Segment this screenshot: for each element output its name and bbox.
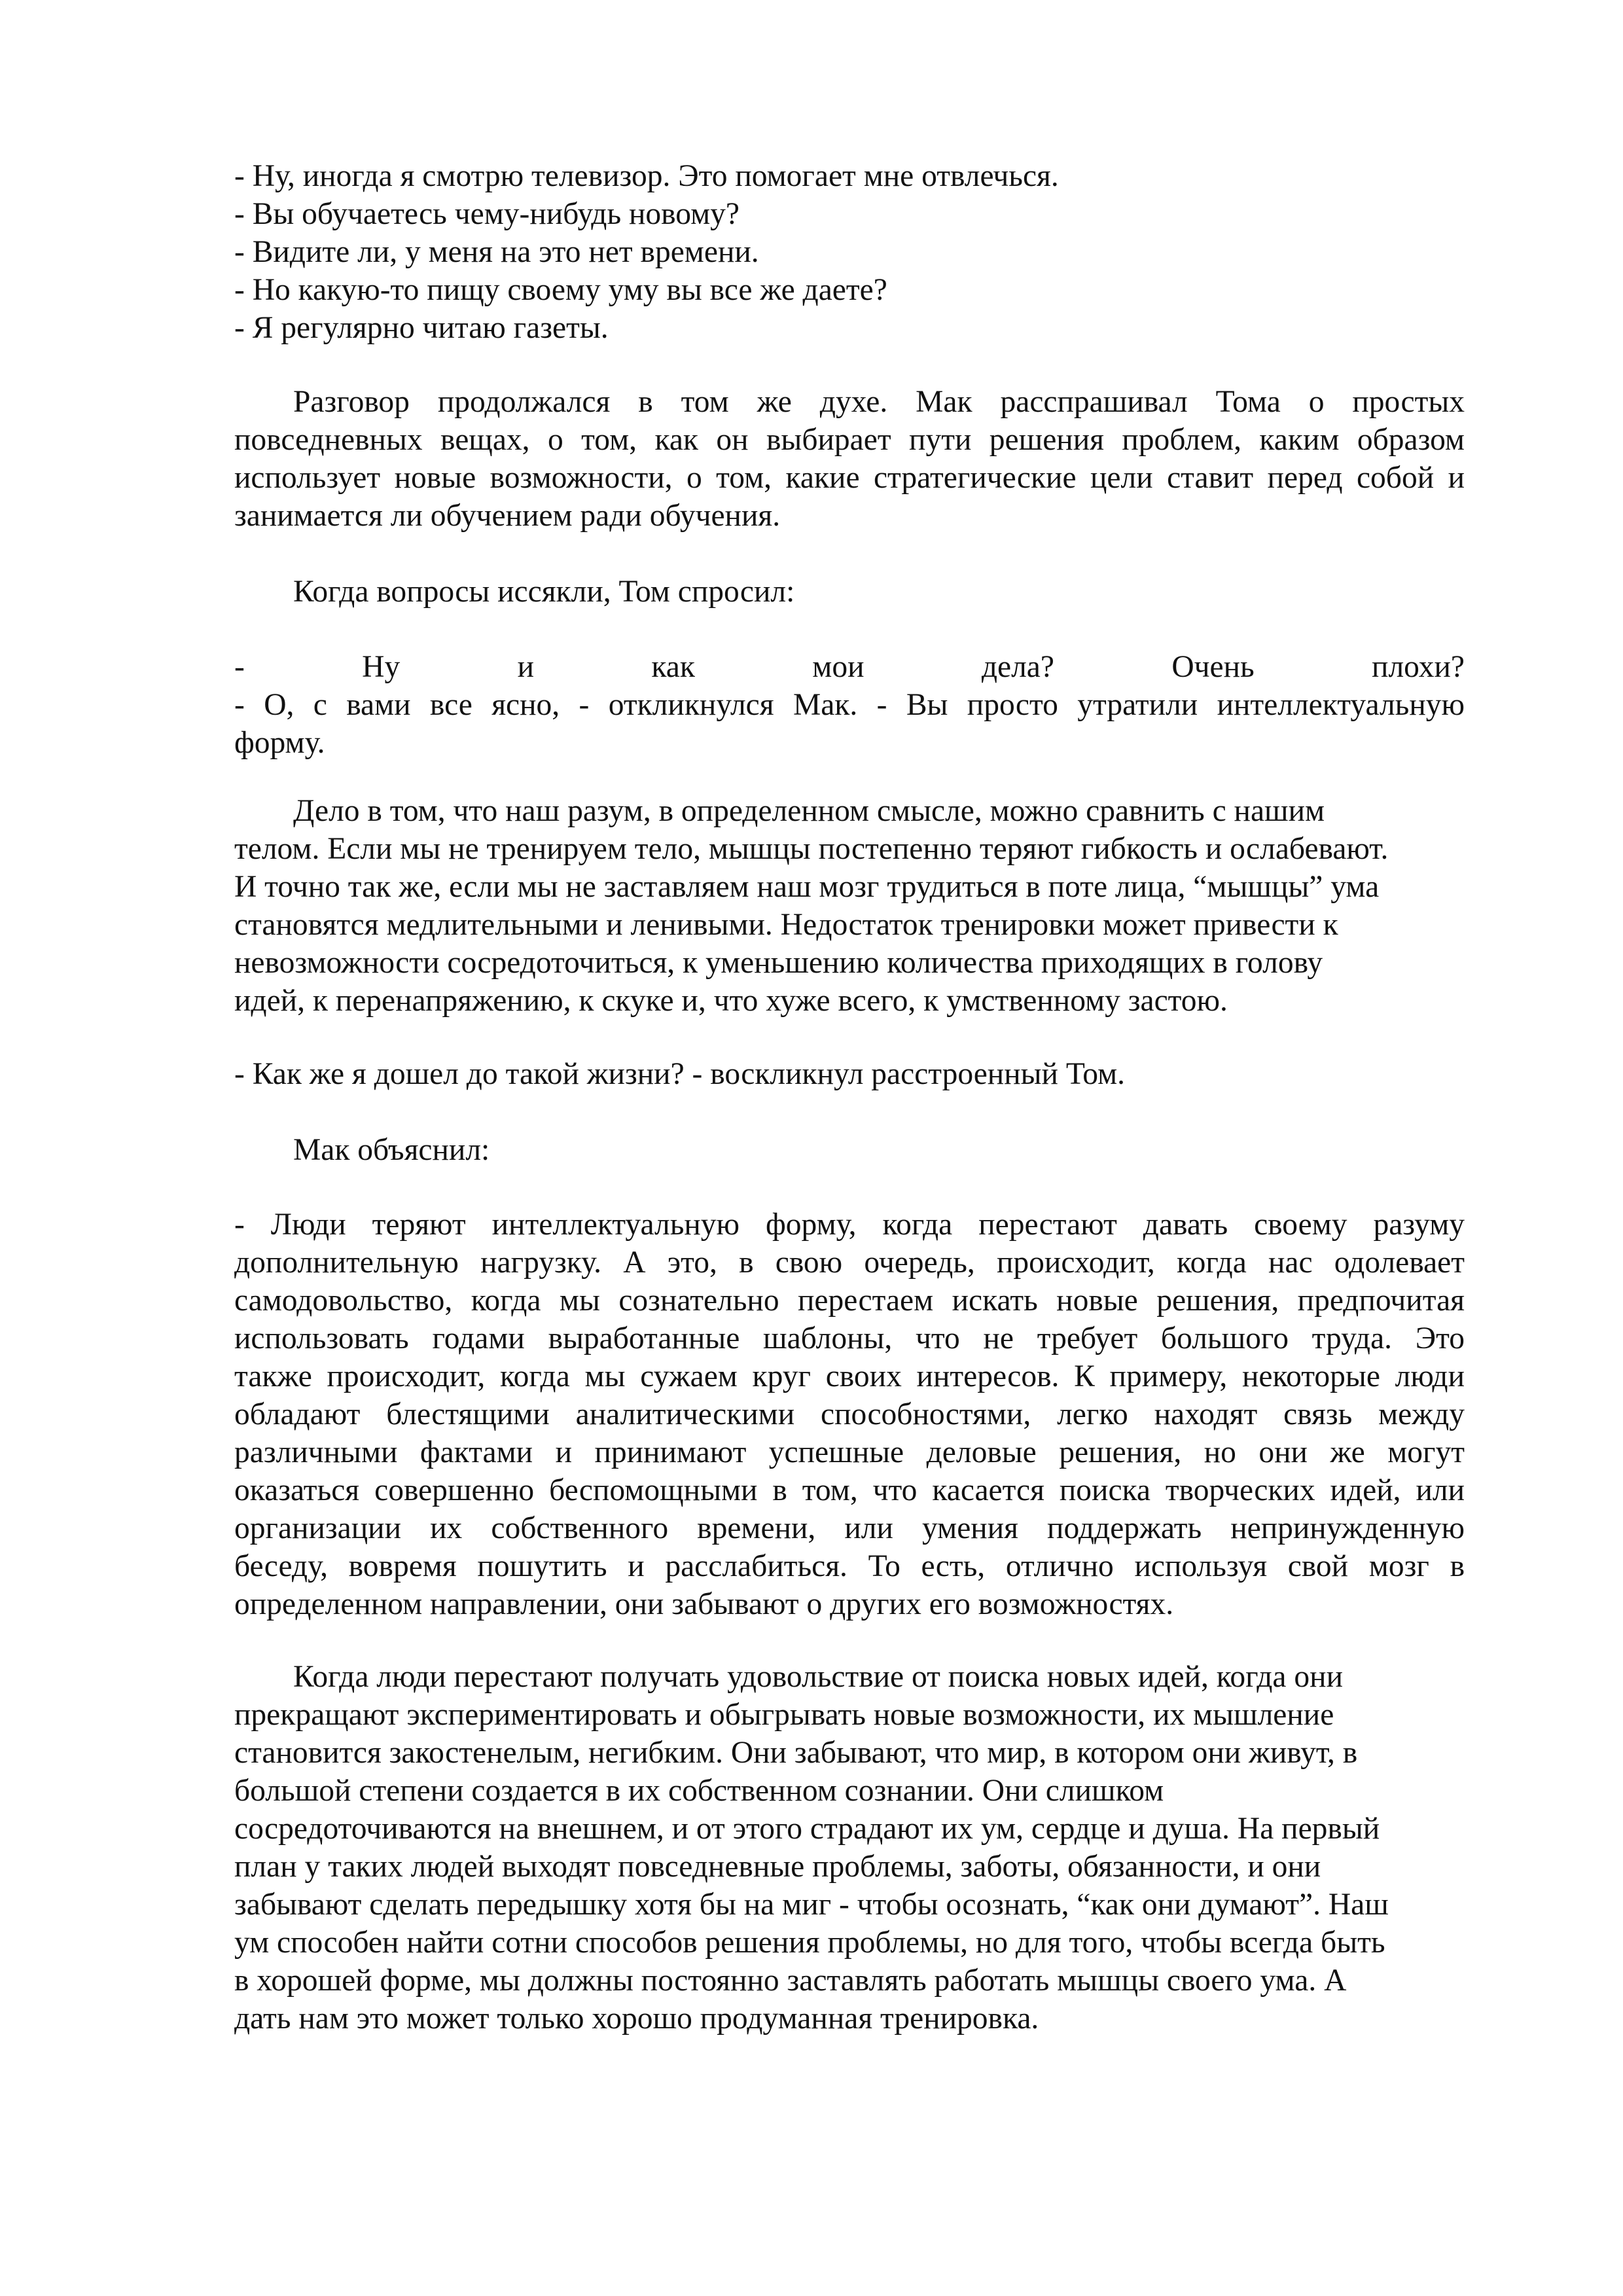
text-line: И точно так же, если мы не заставляем наш мозг трудиться в поте лица, “мышцы” ума [234, 870, 1380, 904]
text-line: организации их собственного времени, или умения поддержать непринужденную [234, 1511, 1465, 1545]
paragraph-conversation [234, 383, 1465, 535]
text-line: в хорошей форме, мы должны постоянно заставлять работать мышцы своего ума. А [234, 1964, 1347, 1998]
text-line: оказаться совершенно беспомощными в том, что касается поиска творческих идей, или [234, 1473, 1465, 1507]
text-line: становятся медлительными и ленивыми. Недостаток тренировки может привести к [234, 908, 1338, 942]
dialog-block-1 [234, 157, 1465, 347]
text-line: Дело в том, что наш разум, в определенном смысле, можно сравнить с нашим [293, 794, 1325, 828]
dialog-line: - Вы обучаетесь чему-нибудь новому? [234, 197, 740, 231]
dialog-line: - О, с вами все ясно, - откликнулся Мак. - Вы просто утратили интеллектуальную [234, 688, 1465, 722]
dialog-line: - Ну и как мои дела? Очень плохи? [234, 650, 1465, 684]
dialog-block-2 [234, 648, 1465, 762]
text-line: ум способен найти сотни способов решения проблемы, но для того, чтобы всегда быть [234, 1926, 1385, 1960]
text-line: дать нам это может только хорошо продуманная тренировка. [234, 2001, 1039, 2036]
text-line: обладают блестящими аналитическими способностями, легко находят связь между [234, 1397, 1465, 1431]
text-line: повседневных вещах, о том, как он выбирает пути решения проблем, каким образом [234, 423, 1465, 457]
paragraph-explanation [234, 1206, 1465, 1623]
dialog-line: - Ну, иногда я смотрю телевизор. Это помогает мне отвлечься. [234, 159, 1059, 193]
text-line: прекращают экспериментировать и обыгрывать новые возможности, их мышление [234, 1698, 1334, 1732]
paragraph-questions-ended [234, 573, 1465, 611]
dialog-line: форму. [234, 726, 325, 760]
text-line: Мак объяснил: [293, 1133, 490, 1167]
text-line: план у таких людей выходят повседневные проблемы, заботы, обязанности, и они [234, 1850, 1321, 1884]
text-line: использовать годами выработанные шаблоны, что не требует большого труда. Это [234, 1321, 1465, 1355]
text-line: различными фактами и принимают успешные деловые решения, но они же могут [234, 1435, 1465, 1469]
text-line: беседу, вовремя пошутить и расслабиться. То есть, отлично используя свой мозг в [234, 1549, 1465, 1583]
text-line: - Как же я дошел до такой жизни? - воскликнул расстроенный Том. [234, 1057, 1126, 1091]
text-line: Когда вопросы иссякли, Том спросил: [293, 575, 795, 609]
text-line: идей, к перенапряжению, к скуке и, что хуже всего, к умственному застою. [234, 984, 1228, 1018]
text-line: дополнительную нагрузку. А это, в свою очередь, происходит, когда нас одолевает [234, 1246, 1465, 1280]
text-line: забывают сделать передышку хотя бы на миг - чтобы осознать, “как они думают”. Наш [234, 1888, 1389, 1922]
text-line: сосредоточиваются на внешнем, и от этого страдают их ум, сердце и душа. На первый [234, 1812, 1380, 1846]
text-line: Когда люди перестают получать удовольствие от поиска новых идей, когда они [293, 1660, 1343, 1694]
paragraph-final [234, 1658, 1465, 2037]
paragraph-mind-body [234, 792, 1465, 1020]
text-line: определенном направлении, они забывают о других его возможностях. [234, 1587, 1174, 1621]
text-line: невозможности сосредоточиться, к уменьшению количества приходящих в голову [234, 946, 1323, 980]
text-line: становится закостенелым, негибким. Они забывают, что мир, в котором они живут, в [234, 1736, 1358, 1770]
text-line: большой степени создается в их собственном сознании. Они слишком [234, 1774, 1164, 1808]
text-line: телом. Если мы не тренируем тело, мышцы постепенно теряют гибкость и ослабевают. [234, 832, 1389, 866]
paragraph-tom-exclaims [234, 1055, 1465, 1093]
text-line: также происходит, когда мы сужаем круг своих интересов. К примеру, некоторые люди [234, 1359, 1465, 1393]
text-line: Разговор продолжался в том же духе. Мак расспрашивал Тома о простых [293, 385, 1465, 419]
text-line: использует новые возможности, о том, какие стратегические цели ставит перед собой и [234, 461, 1465, 495]
text-line: самодовольство, когда мы сознательно перестаем искать новые решения, предпочитая [234, 1283, 1465, 1318]
dialog-line: - Видите ли, у меня на это нет времени. [234, 235, 759, 269]
dialog-line: - Но какую-то пищу своему уму вы все же даете? [234, 273, 887, 307]
text-line: занимается ли обучением ради обучения. [234, 499, 781, 533]
paragraph-mac-explained [234, 1131, 1465, 1169]
dialog-line: - Я регулярно читаю газеты. [234, 311, 609, 345]
text-line: - Люди теряют интеллектуальную форму, когда перестают давать своему разуму [234, 1208, 1465, 1242]
